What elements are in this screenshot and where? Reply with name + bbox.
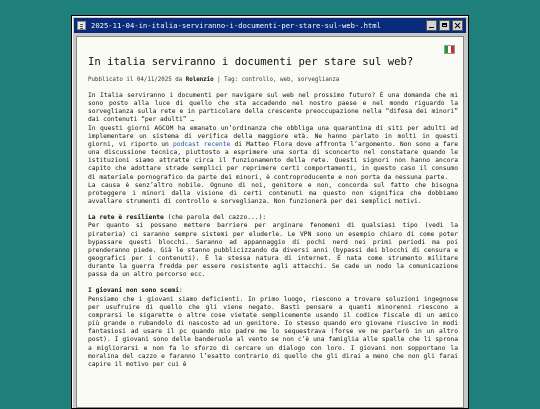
paragraph-agcom-end: di Matteo Flora dove affronta l’argomento. Non sono a fare una discussione tecnica, piuttosto a esprimere una sorta di sconcerto nel constatare quando le istituzioni siamo attratte circa il funzionamento della rete. Questi signori non hanno ancora capito che adottare strade semplici per reprimere certi comportamenti, in questo caso il consumo di materiale pornografico da parte dei minori, è controproducente e non porta da nessuna parte. xyxy=(88,140,458,181)
italian-flag-icon[interactable] xyxy=(444,45,455,54)
section-heading-resilience-suffix: (che parola del cazzo...): xyxy=(163,214,267,222)
page-content xyxy=(76,36,464,408)
section-resilience xyxy=(88,214,458,222)
paragraph-youth: Pensiamo che i giovani siamo deficienti. In primo luogo, riescono a trovare soluzioni ingegnose per usufruire di quello che gli viene negato. Basti pensare a quanti minorenni riescono a comprarsi le sigarette o altre cose vietate semplicemente usando il codice fiscale di un amico più grande o rubandolo di nascosto ad un genitore. Io stesso quando ero giovane riuscivo in modi fantasiosi ad usare il pc quando mio padre me lo sequestrava (forse ve ne parlerò in un altro post). I giovani sono delle banderuole al vento se non c’è una famiglia alle spalle che li sprona a migliorarsi e non fa lo sforzo di cercare un dialogo con loro. I giovani non sopportano la moralina del cazzo e faranno l’esatto contrario di quello che gli dirai a meno che non gli farai capire il motivo per cui è xyxy=(88,295,458,368)
window-titlebar[interactable] xyxy=(74,18,466,33)
minimize-button[interactable] xyxy=(426,20,437,31)
paragraph-agcom-start: In questi giorni AGCOM ha emanato un’ordinanza che obbliga una quarantina di siti per adulti ad implementare un sistema di verifica della maggiore età. Ne hanno parlato in molti in questi giorni, vi riporto un xyxy=(88,124,458,148)
paragraph-resilience: Per quanto si possano mettere barriere per arginare fenomeni di qualsiasi tipo (vedi la pirateria) ci saranno sempre sistemi per eluderle. Le VPN sono un esempio chiaro di come poter bypassare questi blocchi. Saranno ad appannaggio di pochi nerd nei primi periodi ma poi prenderanno piede. Già le stanno pubblicizzando da diversi anni (bypassi dei blocchi di censura e geografici per i contenuti). È la stessa natura di internet. È nata come strumento militare durante la guerra fredda per essere resistente agli attacchi. Se cade un nodo la comunicazione passa da un altro percorso ecc. xyxy=(88,222,458,279)
section-youth xyxy=(88,287,458,295)
meta-author[interactable]: Rolenzio xyxy=(185,77,214,83)
paragraph-intro: In Italia serviranno i documenti per navigare sul web nel prossimo futuro? È una domanda che mi sono posto alla luce di quello che sta accadendo nel nostro paese e nel mondo riguardo la sorveglianza sulla rete e in particolare della crescente preoccupazione nella “difesa dei minori” dai contenuti “per adulti” … xyxy=(88,92,458,124)
maximize-button[interactable] xyxy=(439,20,450,31)
article-body xyxy=(88,92,458,369)
article-meta xyxy=(88,76,458,84)
meta-prefix: Pubblicato il 04/11/2025 da xyxy=(88,77,186,83)
section-heading-resilience: La rete è resiliente xyxy=(88,214,164,222)
paragraph-agcom xyxy=(88,125,458,182)
close-button[interactable] xyxy=(452,20,463,31)
document-icon xyxy=(77,21,86,30)
section-heading-youth-suffix: : xyxy=(179,287,183,295)
section-heading-youth: I giovani non sono scemi xyxy=(88,287,179,295)
article xyxy=(88,55,458,369)
meta-tags: | Tag: controllo, web, sorveglianza xyxy=(213,77,340,83)
podcast-link[interactable]: podcast recente xyxy=(173,140,231,148)
browser-window xyxy=(71,15,469,409)
paragraph-cause: La causa è senz’altro nobile. Ognuno di noi, genitore e non, concorda sul fatto che bisogna proteggere i minori dalla visione di certi contenuti ma questo non significa che dobbiamo avvallare strumenti di controllo e sorveglianza. Non funzionerà per dei semplici motivi. xyxy=(88,181,458,206)
article-title: In italia serviranno i documenti per stare sul web? xyxy=(88,56,414,68)
window-title: 2025-11-04-in-italia-serviranno-i-documenti-per-stare-sul-web-.html xyxy=(91,21,381,30)
